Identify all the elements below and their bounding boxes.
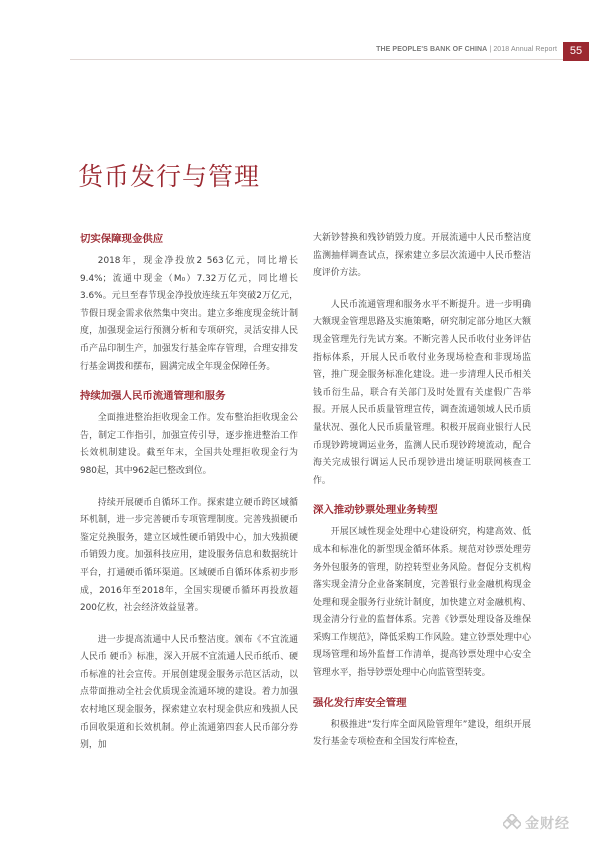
watermark bbox=[503, 813, 570, 833]
header-separator: | bbox=[487, 46, 494, 53]
right-column bbox=[313, 230, 531, 752]
watermark-text: 金财经 bbox=[525, 816, 570, 832]
paragraph: 大新钞替换和残钞销毁力度。开展流通中人民币整洁度监测抽样调查试点，探索建立多层次流通中人民币整洁度评价方法。 bbox=[313, 233, 531, 279]
logo-icon bbox=[503, 814, 521, 832]
left-column bbox=[80, 230, 298, 755]
header-rule bbox=[70, 59, 565, 60]
section-heading: 切实保障现金供应 bbox=[80, 233, 164, 245]
paragraph: 持续开展硬币自循环工作。探索建立硬币跨区域循环机制，进一步完善硬币专项管理制度。完善残损硬币鉴定兑换服务，建立区域性硬币销毁中心，加大残损硬币销毁力度。加强科技应用，建设服务信息和数据统计平台，打通硬币循环渠道。区域硬币自循环体系初步形成，2016年至2018年，全国实现硬币循环再投放超200亿枚，社会经济效益显著。 bbox=[80, 497, 298, 614]
paragraph: 2018年，现金净投放2 563亿元，同比增长9.4%；流通中现金（M₀）7.32万亿元，同比增长3.6%。元旦至春节现金净投放连续五年突破2万亿元，节假日现金需求依然集中突出。建立多维度现金统计制度，加强现金运行预测分析和专项研究，灵活安排人民币产品印制生产，加强发行基金库存管理，合理安排发行基金调拨和摆布，圆满完成全年现金保障任务。 bbox=[80, 256, 298, 372]
section-heading: 持续加强人民币流通管理和服务 bbox=[80, 390, 226, 403]
paragraph: 积极推进“发行库全面风险管理年”建设，组织开展发行基金专项检查和全国发行库检查， bbox=[313, 719, 531, 748]
page-number: 55 bbox=[563, 42, 589, 61]
paragraph: 人民币流通管理和服务水平不断提升。进一步明确大额现金管理思路及实施策略，研究制定部分地区大额现金管理先行先试方案。不断完善人民币收付业务评估指标体系，开展人民币收付业务现场检查和非现场监管，推广现金服务标准化建设。进一步清理人民币相关钱币衍生品，联合有关部门及时处置有关虚假广告举报。开展人民币质量管理宣传，调查流通领域人民币质量状况、强化人民币质量管理。积极开展商业银行人民币现钞跨境调运业务，监测人民币现钞跨境流动，配合海关完成银行调运人民币现钞进出境证明联网核查工作。 bbox=[313, 299, 531, 486]
section-heading: 深入推动钞票处理业务转型 bbox=[313, 504, 438, 517]
chapter-title: 货币发行与管理 bbox=[78, 161, 261, 191]
paragraph: 进一步提高流通中人民币整洁度。颁布《不宜流通人民币 硬币》标准，深入开展不宜流通人民币纸币、硬币标准的社会宣传。开展创建现金服务示范区活动，以点带面推动全社会优质现金流通环境的建设。着力加强农村地区现金服务，探索建立农村现金供应和残损人民币回收渠道和长效机制。停止流通第四套人民币部分券别，加 bbox=[80, 634, 298, 751]
paragraph: 开展区域性现金处理中心建设研究，构建高效、低成本和标准化的新型现金循环体系。规范对钞票处理劳务外包服务的管理，防控转型业务风险。督促分支机构落实现金清分企业备案制度，完善银行业金融机构现金处理和现金服务行业统计制度，加快建立对金融机构、现金清分行业的监督体系。完善《钞票处理设备及维保采购工作规范》，降低采购工作风险。建立钞票处理中心现场管理和场外监督工作清单，提高钞票处理中心安全管理水平，指导钞票处理中心向监管型转变。 bbox=[313, 527, 531, 679]
paragraph: 全面推进整治拒收现金工作。发布整治拒收现金公告，制定工作指引，加强宣传引导，逐步推进整治工作长效机制建设。截至年末，全国共处理拒收现金行为980起，其中962起已整改到位。 bbox=[80, 413, 298, 476]
bank-name: THE PEOPLE'S BANK OF CHINA bbox=[376, 46, 488, 53]
report-name: 2018 Annual Report bbox=[493, 46, 557, 53]
running-header bbox=[376, 46, 557, 53]
section-heading: 强化发行库安全管理 bbox=[313, 696, 407, 709]
